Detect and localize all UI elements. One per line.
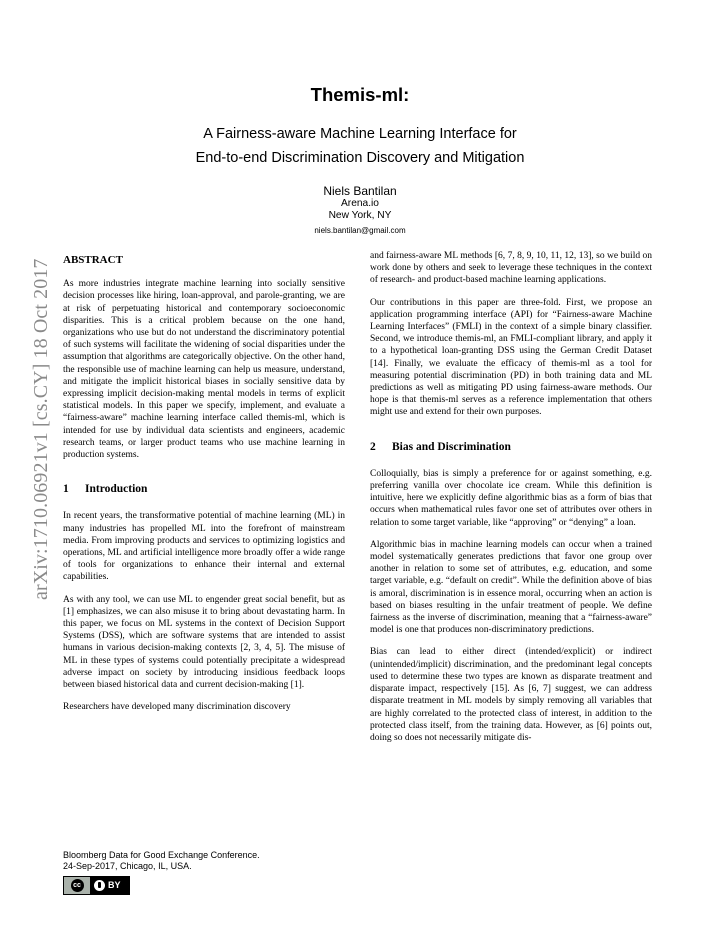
conference-footer	[63, 850, 345, 895]
intro-paragraph-1: In recent years, the transformative potential of machine learning (ML) in many industries has propelled ML into the forefront of mainstream media. From improving products and services to optimizing logistics and operations, ML and artificial intelligence more broadly offer a wide range of tools for organizations to enhance their internal and external capabilities.	[63, 511, 345, 583]
author-block	[0, 185, 720, 237]
by-label: BY	[108, 880, 121, 890]
section-title: Bias and Discrimination	[392, 440, 511, 453]
author-affiliation: Arena.io	[341, 197, 379, 209]
intro-paragraph-2: As with any tool, we can use ML to engender great social benefit, but as [1] emphasizes, we can also misuse it to bring about devastating harm. In this paper, we focus on ML systems in the context of Decision Support Systems (DSS), which are software systems that are intended to assist humans in various decision-making contexts [2, 3, 4, 5]. The misuse of ML in these types of systems could potentially precipitate a widespread adverse impact on society by introducing insidious feedback loops between biased historical data and current decision-making [1].	[63, 594, 345, 691]
section-number: 2	[370, 440, 376, 453]
contributions-paragraph: Our contributions in this paper are three-fold. First, we propose an application programming interface (API) for “Fairness-aware Machine Learning Interfaces” (FMLI) in the context of a simple binary classifier. Second, we introduce themis-ml, an FMLI-compliant library, and apply it to a hypothetical loan-granting DSS using the German Credit Dataset [14]. Finally, we evaluate the efficacy of themis-ml as a tool for measuring potential discrimination (PD) in both training data and ML predictions as well as mitigating PD using fairness-aware methods. Our hope is that themis-ml serves as a reference implementation that others might use and extend for their own purposes.	[370, 297, 652, 418]
abstract-heading: ABSTRACT	[63, 254, 123, 266]
section-heading-introduction	[63, 483, 345, 495]
bias-paragraph-2: Algorithmic bias in machine learning models can occur when a trained model systematically generates predictions that favor one group over another in relation to some set of attributes, e.g. education, and some target variable, e.g. “default on credit”. While the definition above of bias is amoral, discrimination is in essence moral, occurring when an action is based on biases resulting in the unfair treatment of people. We define fairness as the inverse of discrimination, meaning that a “fairness-aware” model is one that produces non-discriminatory predictions.	[370, 539, 652, 636]
conference-name: Bloomberg Data for Good Exchange Conference.	[63, 850, 260, 860]
right-column	[370, 250, 652, 744]
section-title: Introduction	[85, 483, 148, 496]
bias-paragraph-3: Bias can lead to either direct (intended/explicit) or indirect (unintended/implicit) discrimination, and the predominant legal concepts used to determine these two types are known as disparate treatment and disparate impact, respectively [15]. As [6, 7] suggest, we can address disparate treatment in ML models by simply removing all variables that are highly correlated to the protected class of interest, in addition to the protected class itself, from the training data. However, as [6] points out, doing so does not necessarily mitigate dis-	[370, 647, 652, 743]
paper-subtitle-line1: A Fairness-aware Machine Learning Interface for	[203, 126, 517, 142]
paper-title: Themis-ml:	[310, 84, 410, 105]
person-icon	[94, 880, 105, 891]
cc-label: cc	[71, 879, 84, 892]
paper-subtitle-line2: End-to-end Discrimination Discovery and Mitigation	[195, 150, 525, 166]
author-name: Niels Bantilan	[323, 184, 397, 198]
conference-date: 24-Sep-2017, Chicago, IL, USA.	[63, 861, 192, 871]
author-email: niels.bantilan@gmail.com	[314, 225, 406, 235]
section-number: 1	[63, 483, 69, 496]
left-column	[63, 250, 345, 714]
author-location: New York, NY	[328, 210, 392, 221]
abstract-text: As more industries integrate machine learning into socially sensitive decision processes like hiring, loan-approval, and parole-granting, we are at risk of perpetuating historical and contemporary socioeconomic disparities. This is a critical problem because on the one hand, organizations who use but do not understand the discriminatory potential of such systems will facilitate the widening of social disparities under the assumption that algorithms are categorically objective. On the other hand, the responsible use of machine learning can help us measure, understand, and mitigate the implicit historical biases in socially sensitive data by expressing implicit decision-making mental models in terms of explicit statistical models. In this paper we specify, implement, and evaluate a “fairness-aware” machine learning interface called themis-ml, which is intended for use by individual data scientists and engineers, academic research teams, or larger product teams who use machine learning in production systems.	[63, 279, 345, 461]
intro-paragraph-3: Researchers have developed many discrimination discovery	[63, 702, 291, 713]
intro-paragraph-continued: and fairness-aware ML methods [6, 7, 8, 9, 10, 11, 12, 13], so we build on work done by others and seek to leverage these techniques in the context of research- and product-based machine learning applications.	[370, 251, 652, 286]
arxiv-stamp: arXiv:1710.06921v1 [cs.CY] 18 Oct 2017	[30, 258, 52, 600]
creative-commons-by-icon	[63, 876, 130, 895]
section-heading-bias	[370, 441, 652, 453]
bias-paragraph-1: Colloquially, bias is simply a preference for or against something, e.g. preferring vanilla over chocolate ice cream. While this definition is intuitive, here we explicitly define algorithmic bias as a form of bias that occurs when mathematical rules favor one set of attributes over others in relation to some target variable, like “approving” or “denying” a loan.	[370, 468, 652, 528]
